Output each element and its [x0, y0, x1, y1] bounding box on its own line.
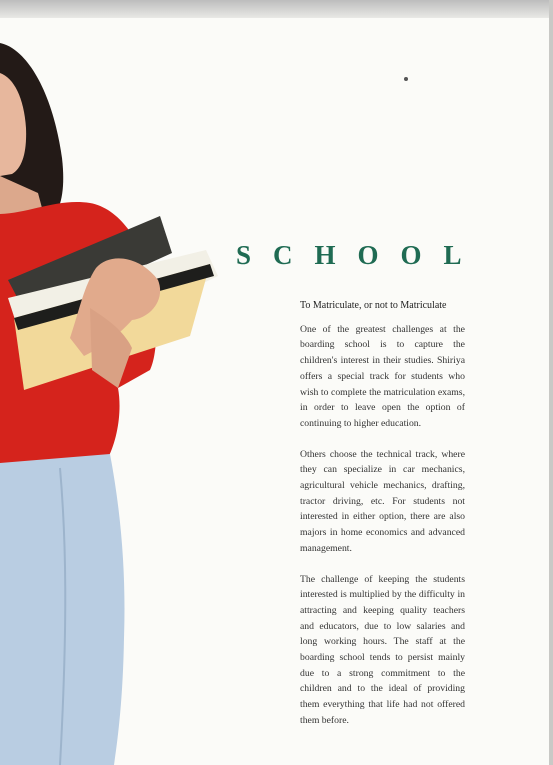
paragraph-3: The challenge of keeping the students interested is multiplied by the difficulty in attracting and keeping quality teachers and educators, due to low salaries and long working hours. The staff at the boarding school tends to persist mainly due to a strong commitment to the children and to the ideal of providing them everything that life had not offered them before. — [300, 573, 465, 726]
article-column — [300, 298, 465, 744]
scan-right-edge — [549, 0, 553, 765]
speck — [404, 77, 408, 81]
paragraph-2: Others choose the technical track, where they can specialize in car mechanics, agricultural vehicle mechanics, drafting, tractor driving, etc. For students not interested in either option, there are also majors in home economics and advanced management. — [300, 448, 465, 554]
section-heading: SCHOOL — [236, 240, 484, 270]
magazine-page — [0, 18, 549, 765]
subheading: To Matriculate, or not to Matriculate — [300, 300, 447, 311]
scan-top-edge — [0, 0, 553, 18]
paragraph-1: One of the greatest challenges at the boarding school is to capture the children's interest in their studies. Shiriya offers a special track for students who wish to complete the matriculation exams, in order to leave open the option of continuing to higher education. — [300, 323, 465, 429]
student-photo — [0, 18, 230, 765]
